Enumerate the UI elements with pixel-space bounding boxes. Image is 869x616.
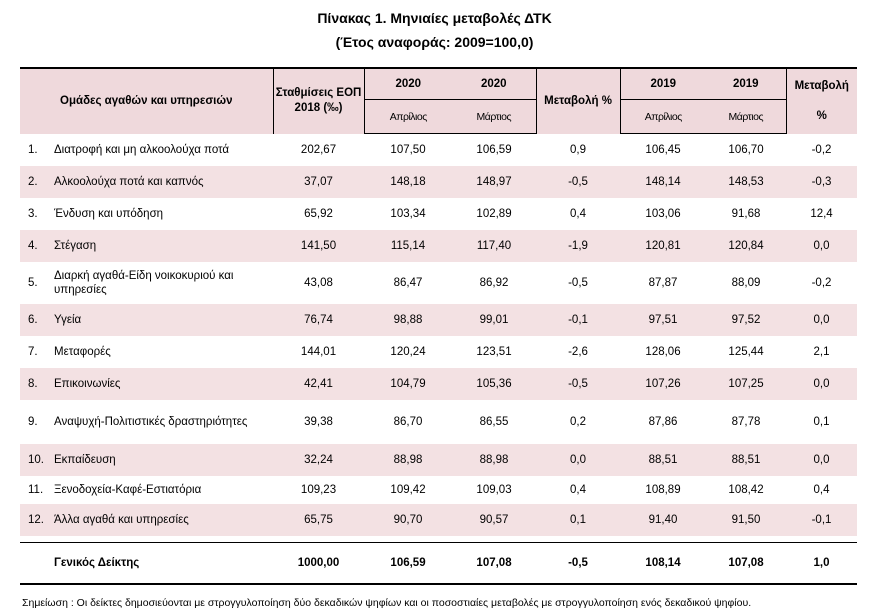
mar-2019-cell: 120,84 xyxy=(706,230,786,262)
month-header-apr-2020: Απρίλιος xyxy=(364,100,452,134)
mar-2019-cell: 125,44 xyxy=(728,345,764,358)
mar-2019-cell: 88,09 xyxy=(731,276,761,289)
mar-2020-cell: 86,92 xyxy=(479,276,509,289)
change-2020-cell: -0,5 xyxy=(568,276,588,289)
mar-2020-cell: 106,59 xyxy=(476,143,512,156)
change-2020-cell: 0,4 xyxy=(570,207,587,220)
change-2020-cell: 0,9 xyxy=(570,143,587,156)
row-label: Επικοινωνίες xyxy=(52,368,273,400)
mar-2020-cell: 117,40 xyxy=(452,230,536,262)
apr-2019-cell: 108,89 xyxy=(645,483,681,496)
mar-2019-cell: 106,70 xyxy=(728,143,764,156)
weight-cell: 43,08 xyxy=(304,276,333,289)
change-2019-cell: 0,0 xyxy=(786,368,857,400)
table-row xyxy=(20,166,857,198)
change-2020-cell: -0,5 xyxy=(536,368,620,400)
row-number: 10. xyxy=(20,444,52,476)
mar-2019-cell: 107,25 xyxy=(706,368,786,400)
row-label: Ξενοδοχεία-Καφέ-Εστιατόρια xyxy=(54,483,202,496)
table-row xyxy=(20,198,857,230)
year-header-2019-apr: 2019 xyxy=(620,68,706,100)
mar-2020-cell: 86,55 xyxy=(479,415,509,428)
row-label: Στέγαση xyxy=(52,230,273,262)
row-label: Μεταφορές xyxy=(54,345,111,358)
apr-2019-cell: 148,14 xyxy=(620,166,706,198)
apr-2020-cell: 120,24 xyxy=(390,345,426,358)
table-subtitle: (Έτος αναφοράς: 2009=100,0) xyxy=(335,34,534,50)
change-2020-header: Μεταβολή % xyxy=(536,68,620,134)
apr-2020-cell: 104,79 xyxy=(364,368,452,400)
change-2020-cell: -1,9 xyxy=(536,230,620,262)
change-2019-cell: -0,2 xyxy=(811,276,832,289)
apr-2019-cell: 120,81 xyxy=(620,230,706,262)
total-apr-2020-cell: 106,59 xyxy=(364,542,452,584)
weight-cell: 141,50 xyxy=(273,230,364,262)
change-2020-cell: -0,5 xyxy=(536,166,620,198)
total-change-2020-cell: -0,5 xyxy=(536,542,620,584)
apr-2020-cell: 98,88 xyxy=(364,304,452,336)
row-number: 9. xyxy=(28,415,38,428)
row-label: Άλλα αγαθά και υπηρεσίες xyxy=(52,504,273,536)
apr-2020-cell: 88,98 xyxy=(364,444,452,476)
mar-2020-cell: 90,57 xyxy=(452,504,536,536)
change-2019-cell: 0,0 xyxy=(786,304,857,336)
change-2019-cell: 0,4 xyxy=(813,483,830,496)
table-row xyxy=(20,368,857,400)
table-row xyxy=(20,444,857,476)
change-2019-cell: 2,1 xyxy=(813,345,830,358)
row-number: 2. xyxy=(20,166,52,198)
row-label: Διατροφή και μη αλκοολούχα ποτά xyxy=(54,143,230,156)
weight-cell: 42,41 xyxy=(273,368,364,400)
mar-2020-cell: 88,98 xyxy=(452,444,536,476)
row-label: Εκπαίδευση xyxy=(52,444,273,476)
year-header-2020-apr: 2020 xyxy=(364,68,452,100)
total-label: Γενικός Δείκτης xyxy=(52,542,273,584)
total-mar-2020-cell: 107,08 xyxy=(452,542,536,584)
total-apr-2019-cell: 108,14 xyxy=(620,542,706,584)
apr-2020-cell: 109,42 xyxy=(390,483,426,496)
weight-cell: 65,92 xyxy=(304,207,333,220)
apr-2020-cell: 86,70 xyxy=(393,415,423,428)
cpi-table xyxy=(20,67,857,585)
apr-2019-cell: 107,26 xyxy=(620,368,706,400)
row-label: Υγεία xyxy=(52,304,273,336)
apr-2019-cell: 87,87 xyxy=(648,276,678,289)
weight-cell: 37,07 xyxy=(273,166,364,198)
apr-2019-cell: 87,86 xyxy=(648,415,678,428)
mar-2019-cell: 88,51 xyxy=(706,444,786,476)
mar-2020-cell: 102,89 xyxy=(476,207,512,220)
weight-cell: 32,24 xyxy=(273,444,364,476)
total-number-cell xyxy=(20,542,52,584)
mar-2020-cell: 105,36 xyxy=(452,368,536,400)
apr-2020-cell: 148,18 xyxy=(364,166,452,198)
weight-cell: 144,01 xyxy=(300,345,337,358)
weight-cell: 76,74 xyxy=(273,304,364,336)
total-change-2019-cell: 1,0 xyxy=(786,542,857,584)
apr-2019-cell: 128,06 xyxy=(645,345,681,358)
row-number: 1. xyxy=(28,143,38,156)
row-number: 12. xyxy=(20,504,52,536)
change-2019-cell: 0,0 xyxy=(786,230,857,262)
groups-header: Ομάδες αγαθών και υπηρεσιών xyxy=(20,68,273,134)
mar-2019-cell: 87,78 xyxy=(731,415,761,428)
apr-2019-cell: 103,06 xyxy=(645,207,681,220)
row-number: 5. xyxy=(28,276,38,289)
table-row xyxy=(20,476,857,504)
apr-2020-cell: 115,14 xyxy=(364,230,452,262)
table-row xyxy=(20,230,857,262)
table-title: Πίνακας 1. Μηνιαίες μεταβολές ΔΤΚ xyxy=(317,10,552,26)
row-number: 4. xyxy=(20,230,52,262)
table-body xyxy=(20,134,857,584)
apr-2019-cell: 106,45 xyxy=(645,143,681,156)
change-2020-cell: -2,6 xyxy=(568,345,588,358)
row-number: 11. xyxy=(28,483,44,496)
change-2019-cell: -0,3 xyxy=(786,166,857,198)
table-row xyxy=(20,304,857,336)
month-header-mar-2020: Μάρτιος xyxy=(452,100,536,134)
apr-2020-cell: 86,47 xyxy=(393,276,423,289)
change-2019-cell: -0,2 xyxy=(811,143,832,156)
mar-2020-cell: 123,51 xyxy=(476,345,512,358)
month-header-apr-2019: Απρίλιος xyxy=(620,100,706,134)
mar-2020-cell: 99,01 xyxy=(452,304,536,336)
footnote: Σημείωση : Οι δείκτες δημοσιεύονται με στρογγυλοποίηση δύο δεκαδικών ψηφίων και οι ποσοστιαίες μεταβολές με στρογγυλοποίηση ενός δεκαδικού ψηφίου. xyxy=(22,597,752,609)
table-row xyxy=(20,336,857,368)
month-header-mar-2019: Μάρτιος xyxy=(706,100,786,134)
row-label: Αλκοολούχα ποτά και καπνός xyxy=(52,166,273,198)
mar-2019-cell: 108,42 xyxy=(728,483,764,496)
apr-2020-cell: 90,70 xyxy=(364,504,452,536)
weight-cell: 39,38 xyxy=(304,415,333,428)
weight-cell: 109,23 xyxy=(300,483,337,496)
row-number: 6. xyxy=(20,304,52,336)
total-weight-cell: 1000,00 xyxy=(273,542,364,584)
apr-2019-cell: 97,51 xyxy=(620,304,706,336)
change-2019-cell: 12,4 xyxy=(810,207,833,220)
apr-2020-cell: 103,34 xyxy=(390,207,426,220)
row-number: 7. xyxy=(28,345,38,358)
change-2020-cell: 0,2 xyxy=(570,415,587,428)
change-2020-cell: -0,1 xyxy=(536,304,620,336)
weight-cell: 65,75 xyxy=(273,504,364,536)
row-number: 8. xyxy=(20,368,52,400)
year-header-2020-mar: 2020 xyxy=(452,68,536,100)
mar-2019-cell: 91,50 xyxy=(706,504,786,536)
table-row xyxy=(20,400,857,444)
change-2019-cell: -0,1 xyxy=(786,504,857,536)
change-2020-cell: 0,4 xyxy=(570,483,587,496)
mar-2019-cell: 97,52 xyxy=(706,304,786,336)
table-row xyxy=(20,134,857,166)
row-number: 3. xyxy=(28,207,38,220)
mar-2020-cell: 148,97 xyxy=(452,166,536,198)
change-2020-cell: 0,1 xyxy=(536,504,620,536)
change-2019-header: Μεταβολή % xyxy=(786,68,857,134)
row-label: Διαρκή αγαθά-Είδη νοικοκυριού και υπηρεσίες xyxy=(54,269,234,296)
total-mar-2019-cell: 107,08 xyxy=(706,542,786,584)
apr-2020-cell: 107,50 xyxy=(390,143,426,156)
table-row xyxy=(20,262,857,304)
apr-2019-cell: 88,51 xyxy=(620,444,706,476)
mar-2020-cell: 109,03 xyxy=(476,483,512,496)
change-2019-cell: 0,0 xyxy=(786,444,857,476)
mar-2019-cell: 91,68 xyxy=(731,207,761,220)
total-row xyxy=(20,542,857,584)
weight-cell: 202,67 xyxy=(300,143,337,156)
change-2019-cell: 0,1 xyxy=(813,415,830,428)
row-label: Ένδυση και υπόδηση xyxy=(54,207,164,220)
weights-header: Σταθμίσεις ΕΟΠ 2018 (‰) xyxy=(273,68,364,134)
apr-2019-cell: 91,40 xyxy=(620,504,706,536)
row-label: Αναψυχή-Πολιτιστικές δραστηριότητες xyxy=(54,415,248,428)
year-header-2019-mar: 2019 xyxy=(706,68,786,100)
table-row xyxy=(20,504,857,536)
mar-2019-cell: 148,53 xyxy=(706,166,786,198)
change-2020-cell: 0,0 xyxy=(536,444,620,476)
